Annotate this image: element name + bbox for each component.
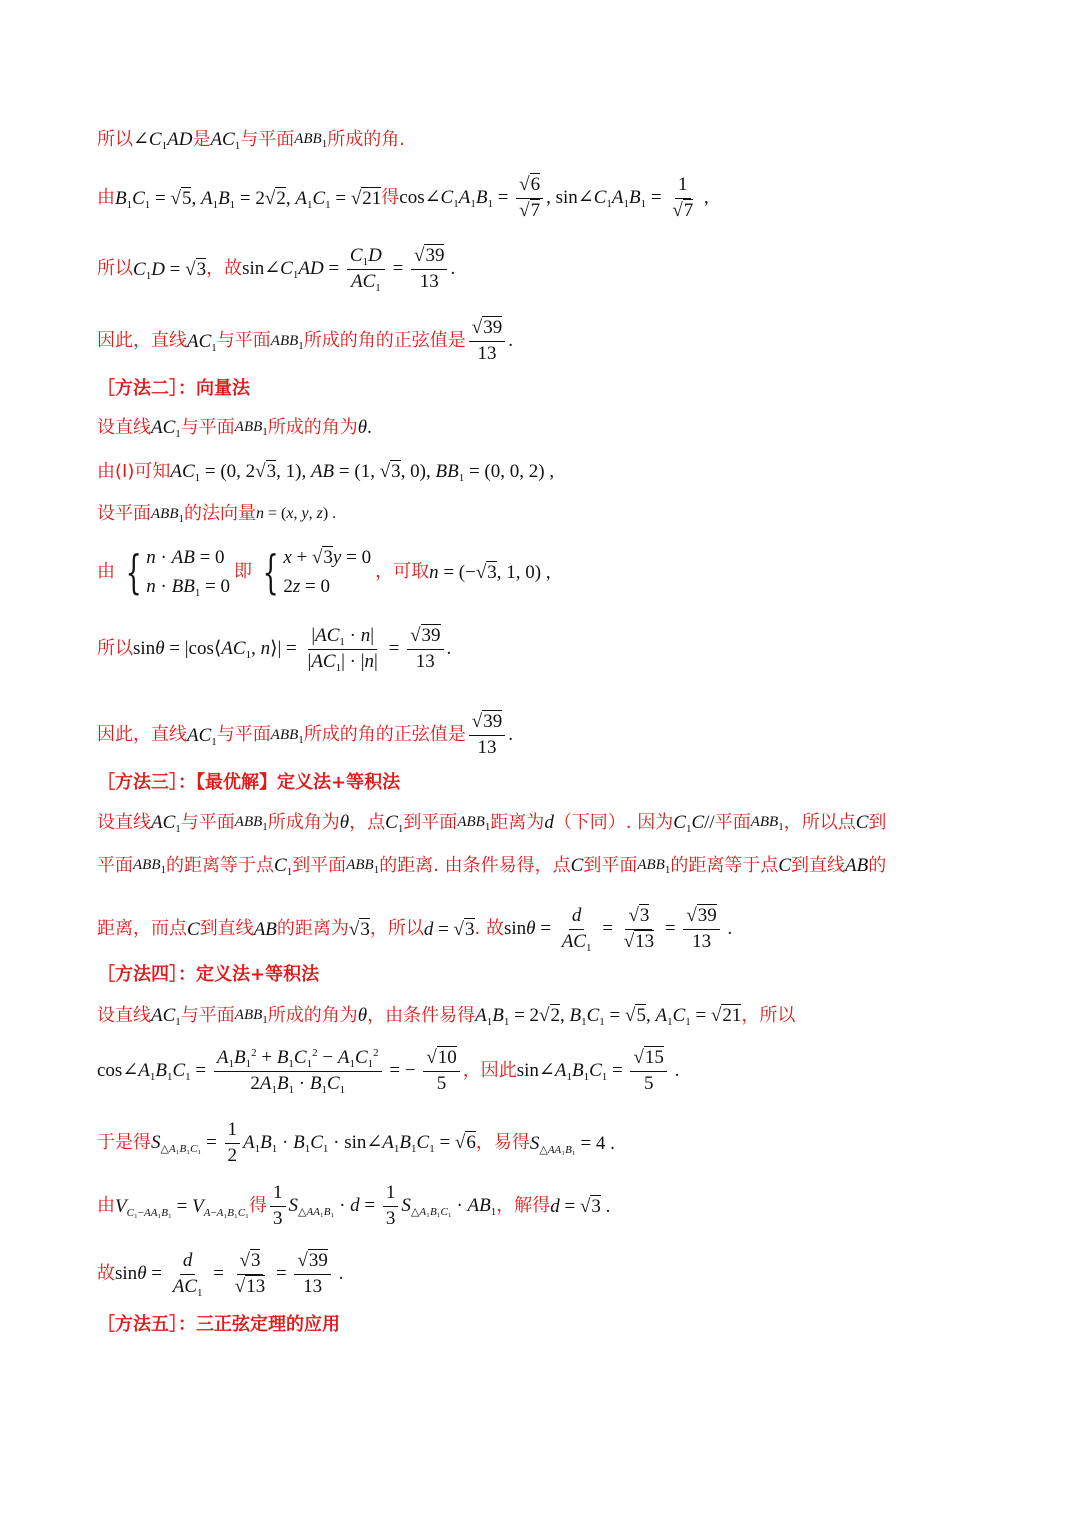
text: 到 (868, 811, 887, 833)
equation-system: { x + √3y = 0 2z = 0 (262, 545, 372, 599)
text: 由 (97, 1195, 115, 1217)
text-line (97, 545, 551, 599)
formula: $ABB_1$ (234, 419, 268, 438)
text: ，易得 (475, 1132, 530, 1154)
text-line (97, 1048, 679, 1095)
text: 设平面 (97, 503, 151, 524)
formula: $AC_1$ (151, 1005, 181, 1028)
text-line (97, 1251, 343, 1298)
formula: $C_1$ (274, 855, 293, 878)
text-line (97, 811, 887, 835)
text: ，点 (349, 811, 386, 833)
text: 距离，而点 (97, 918, 187, 940)
formula: √3 (348, 918, 370, 940)
formula: $\sin\angle A_1B_1C_1$ = $\frac{√15}{5}$ . (516, 1047, 680, 1094)
text-line (97, 416, 372, 440)
formula: $ABB_1$ (637, 857, 671, 876)
equation-system: { n · AB = 0 $n \cdot BB_1 = 0$ (125, 545, 231, 599)
text: 到平面 (292, 854, 347, 876)
text: 所成的角. (327, 128, 405, 150)
text: 设直线 (97, 1004, 151, 1026)
formula: $ABB_1$ (270, 726, 304, 746)
text: 得 (249, 1195, 267, 1217)
formula: n = (−√3, 1, 0) , (429, 561, 551, 583)
section-heading (97, 774, 400, 792)
text: 的距离. 由条件易得，点 (379, 854, 571, 876)
formula: $\cos\angle A_1B_1C_1$ = $\frac{A_1B_1^2 + B_1C_1^2 - A_1C_1^2}{2A_1B_1 \cdot B_1C_1}$ = − $\frac{√10}{5}$ (97, 1048, 463, 1095)
formula: sinθ = $\frac{d}{AC_1}$ = $\frac{√3}{√13}$ = $\frac{√39}{13}$ . (503, 905, 733, 954)
text: 的距离为 (276, 918, 349, 940)
text: ，由条件易得 (367, 1004, 476, 1026)
section-heading (97, 966, 319, 984)
text: 到平面 (583, 854, 638, 876)
text: 因此，直线 (97, 724, 187, 746)
formula: $A_1B_1 = 2√2$, $B_1C_1 = √5$, $A_1C_1 = √21$ (475, 1005, 742, 1028)
text: 所以 (97, 258, 133, 280)
text: 由 (97, 561, 115, 582)
text-line-2 (97, 175, 709, 222)
text: 由 (97, 187, 115, 209)
heading-text: ［方法二］：向量法 (97, 378, 250, 399)
formula: θ (357, 1005, 368, 1026)
text: 与平面 (180, 1004, 235, 1026)
text: 是 (192, 128, 211, 150)
section-heading (97, 1316, 340, 1334)
formula: $V_{C_1-AA_1B_1} = V_{A-A_1B_1C_1}$ (115, 1195, 249, 1219)
formula: $C_1C//$ (673, 812, 715, 835)
text: 平面 (97, 854, 133, 876)
text: 与平面 (216, 724, 271, 746)
text: ，所以 (369, 918, 424, 940)
formula: $AC_1$ (151, 417, 181, 440)
formula: $AC_1$ (187, 724, 217, 748)
formula: $S_{\triangle AA_1B_1} = 4$ . (529, 1132, 615, 1156)
text-line-3 (97, 246, 455, 293)
formula: $AC_1$ (151, 812, 181, 835)
formula: C (570, 855, 584, 876)
text-line-1 (97, 128, 405, 152)
text: 到直线 (791, 854, 846, 876)
formula: θ. (357, 417, 372, 438)
text: . 故 (474, 918, 504, 940)
formula: $ABB_1$ (234, 1007, 268, 1026)
text: 与平面 (180, 416, 235, 438)
text: ，解得 (496, 1195, 551, 1217)
text: 到直线 (199, 918, 254, 940)
formula: C (187, 918, 200, 940)
text: 所成的角为 (267, 416, 358, 438)
text: 与平面 (216, 330, 271, 352)
text: 于是得 (97, 1132, 151, 1154)
formula: $ABB_1$ (457, 814, 491, 833)
text: 得 (381, 187, 400, 209)
formula: $AC_1 = (0$, 2√3, 1), AB = (1, √3, 0), $BB_1 = (0$, 0, 2) , (170, 461, 555, 484)
text: 与平面 (180, 811, 235, 833)
text-line (97, 854, 887, 878)
formula: sinθ = $\frac{d}{AC_1}$ = $\frac{√3}{√13}$ = $\frac{√39}{13}$ . (115, 1250, 344, 1299)
formula: AB (845, 855, 869, 876)
formula: $C_1$ (385, 812, 404, 835)
formula: $\angle C_1AD$ (133, 129, 193, 152)
text: 所成的角为 (267, 1004, 358, 1026)
heading-text: ［方法五］：三正弦定理的应用 (97, 1314, 340, 1335)
formula: $B_1C_1 = √5$, $A_1B_1 = 2√2$, $A_1C_1 = √21$ (115, 187, 382, 211)
text-line (97, 1004, 796, 1028)
text-line (97, 626, 451, 673)
formula: $ABB_1$ (346, 857, 380, 876)
text-line (97, 712, 513, 759)
formula: C (778, 855, 792, 876)
text: 所成的角的正弦值是 (303, 724, 466, 746)
text: ，所以 (741, 1004, 796, 1026)
formula: AB (253, 918, 277, 940)
heading-text: ［方法三］：【最优解】定义法+等积法 (97, 772, 401, 793)
text-line-4 (97, 318, 513, 365)
formula: $AC_1$ (187, 330, 217, 354)
formula: d (544, 812, 554, 833)
formula: $\cos\angle C_1A_1B_1$ = $\frac{√6}{√7}$ , $\sin\angle C_1A_1B_1$ = $\frac{1}{√7}$ , (399, 174, 709, 221)
text: ，可取 (375, 561, 430, 582)
text-line (97, 1183, 610, 1230)
text: 所以 (97, 638, 133, 660)
text: 到平面 (403, 811, 458, 833)
formula: $ABB_1$ (750, 814, 784, 833)
text: 所成角为 (267, 811, 340, 833)
formula: $\frac{√39}{13}$ . (466, 318, 513, 365)
text: 与平面 (240, 128, 295, 150)
formula: d = √3 . (550, 1195, 611, 1217)
text: 的法向量 (184, 503, 256, 524)
formula: n = (x, y, z) . (256, 505, 337, 522)
formula: θ (339, 812, 350, 833)
formula: $AC_1$ (210, 129, 241, 152)
text-line (97, 505, 336, 523)
formula: $\sin\theta = |\cos⟨AC_1$, n⟩| = $\frac{|AC_1 \cdot n|}{|AC_1| \cdot |n|}$ = $\frac{√39}{13}$ . (133, 625, 452, 674)
formula: C (855, 812, 869, 833)
formula: $ABB_1$ (294, 131, 328, 150)
text: 设直线 (97, 416, 151, 438)
text: 所以 (97, 128, 133, 150)
text-line (97, 1120, 615, 1167)
text-line (97, 460, 555, 484)
formula: $\frac{√39}{13}$ . (466, 712, 513, 759)
formula: $\frac{1}{3}$ $S_{\triangle AA_1B_1} \cdot d$ = $\frac{1}{3}$ $S_{\triangle A_1B_1C_1} \cdot AB_1$ (267, 1183, 496, 1230)
formula: $S_{\triangle A_1B_1C_1}$ = $\frac{1}{2}$ $A_1B_1 \cdot B_1C_1$ · $\sin\angle A_1B_1C_1 = √6$ (151, 1119, 476, 1166)
text: 的 (868, 854, 887, 876)
text: ，因此 (462, 1060, 517, 1082)
formula: $C_1D = √3$ (133, 258, 207, 282)
section-heading (97, 380, 250, 398)
text: 由(I)可知 (97, 460, 171, 482)
text: 的距离等于点 (670, 854, 779, 876)
formula: $ABB_1$ (133, 857, 166, 876)
formula: $ABB_1$ (151, 505, 184, 525)
formula: $\sin\angle C_1AD$ = $\frac{C_1D}{AC_1}$ = $\frac{√39}{13}$ . (242, 245, 456, 294)
formula: d = √3 (423, 918, 475, 940)
text: 因此，直线 (97, 330, 187, 352)
text: 设直线 (97, 811, 151, 833)
text: 的距离等于点 (166, 854, 274, 876)
text: 故 (97, 1263, 115, 1285)
text: 距离为 (490, 811, 545, 833)
heading-text: ［方法四］：定义法+等积法 (97, 964, 320, 985)
text: 即 (234, 561, 253, 582)
text: 所成的角的正弦值是 (303, 330, 466, 352)
formula: $ABB_1$ (270, 332, 304, 352)
text: ，故 (206, 258, 243, 280)
formula: $ABB_1$ (234, 814, 268, 833)
text: （下同）. 因为 (553, 811, 674, 833)
text: ，所以点 (783, 811, 856, 833)
text-line (97, 906, 732, 953)
text: 平面 (714, 811, 751, 833)
